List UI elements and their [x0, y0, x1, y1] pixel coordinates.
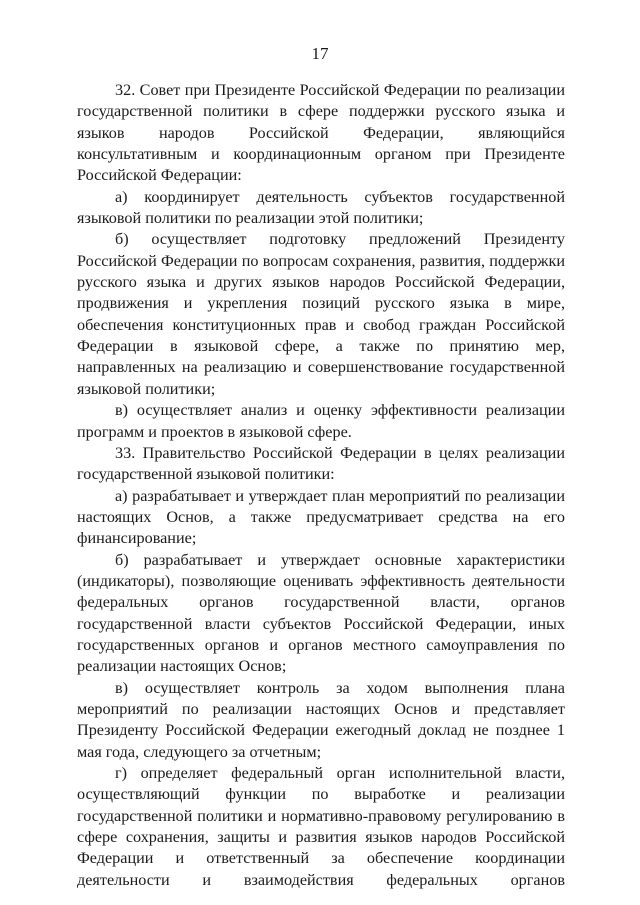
paragraph-33-d: г) определяет федеральный орган исполнительной власти, осуществляющий функции по выработке и реализации государственной политики и нормативно-правовому регулированию в сфере сохранения, защиты и развития языков народов Российской Федерации и ответственный за обеспечение координации деятельности и взаимодействия федеральных органов	[77, 764, 565, 889]
paragraph-33: 33. Правительство Российской Федерации в целях реализации государственной языковой политики:	[77, 443, 565, 484]
paragraph-32-c: в) осуществляет анализ и оценку эффективности реализации программ и проектов в языковой сфере.	[77, 401, 565, 441]
paragraph-32-b: б) осуществляет подготовку предложений Президенту Российской Федерации по вопросам сохранения, развития, поддержки русского языка и других языков народов Российской Федерации, продвижения и укрепления позиций русского языка в мире, обеспечения конституционных прав и свобод граждан Российской Федерации в языковой сфере, а также по принятию мер, направленных на реализацию и совершенствование государственной языковой политики;	[77, 230, 565, 398]
paragraph-33-a: а) разрабатывает и утверждает план мероприятий по реализации настоящих Основ, а также предусматривает средства на его финансирование;	[77, 486, 565, 548]
paragraph-33-b: б) разрабатывает и утверждает основные характеристики (индикаторы), позволяющие оценивать эффективность деятельности федеральных органов государственной власти, органов государственной власти субъектов Российской Федерации, иных государственных органов и органов местного самоуправления по реализации настоящих Основ;	[77, 550, 565, 676]
paragraph-32: 32. Совет при Президенте Российской Федерации по реализации государственной политики в сфере поддержки русского языка и языков народов Российской Федерации, являющийся консультативным и координационным органом при Президенте Российской Федерации:	[77, 81, 565, 185]
document-body	[77, 80, 565, 891]
paragraph-33-c: в) осуществляет контроль за ходом выполнения плана мероприятий по реализации настоящих Основ и представляет Президенту Российской Федерации ежегодный доклад не позднее 1 мая года, следующего за отчетным;	[77, 678, 565, 761]
page-number: 17	[311, 44, 329, 63]
paragraph-32-a: а) координирует деятельность субъектов государственной языковой политики по реализации этой политики;	[77, 187, 565, 228]
